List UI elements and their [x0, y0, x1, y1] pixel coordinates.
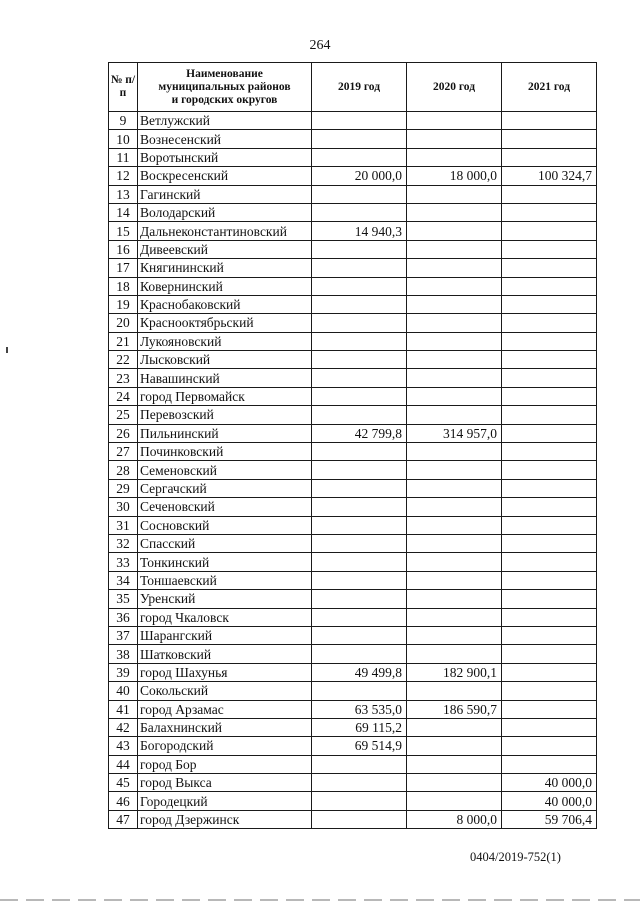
table-row [109, 314, 597, 332]
value-2020-cell [407, 774, 502, 792]
value-2019-cell [312, 774, 407, 792]
value-2021-cell [502, 571, 597, 589]
header-2019: 2019 год [312, 63, 407, 112]
value-2021-cell [502, 516, 597, 534]
value-2020-cell [407, 277, 502, 295]
municipality-name-cell: Сокольский [138, 682, 312, 700]
municipal-budget-table [108, 62, 597, 829]
municipality-name-cell: Лысковский [138, 351, 312, 369]
row-number-cell: 21 [109, 332, 138, 350]
value-2019-cell [312, 314, 407, 332]
municipality-name-cell: Вознесенский [138, 130, 312, 148]
row-number-cell: 12 [109, 167, 138, 185]
table-row [109, 626, 597, 644]
table-row [109, 792, 597, 810]
row-number-cell: 17 [109, 259, 138, 277]
table-row [109, 553, 597, 571]
value-2020-cell [407, 443, 502, 461]
municipality-name-cell: Лукояновский [138, 332, 312, 350]
municipality-name-cell: Краснобаковский [138, 295, 312, 313]
table-row [109, 534, 597, 552]
municipality-name-cell: Балахнинский [138, 718, 312, 736]
value-2021-cell: 40 000,0 [502, 792, 597, 810]
row-number-cell: 25 [109, 406, 138, 424]
value-2021-cell [502, 369, 597, 387]
municipality-name-cell: Починковский [138, 443, 312, 461]
header-num: № п/п [109, 63, 138, 112]
value-2019-cell [312, 332, 407, 350]
value-2021-cell [502, 608, 597, 626]
row-number-cell: 47 [109, 810, 138, 828]
value-2019-cell [312, 369, 407, 387]
row-number-cell: 15 [109, 222, 138, 240]
value-2019-cell [312, 130, 407, 148]
municipality-name-cell: Ковернинский [138, 277, 312, 295]
header-2021: 2021 год [502, 63, 597, 112]
table-row [109, 700, 597, 718]
value-2019-cell [312, 148, 407, 166]
value-2021-cell [502, 663, 597, 681]
scan-edge [0, 899, 640, 901]
table-row [109, 645, 597, 663]
value-2020-cell [407, 498, 502, 516]
value-2021-cell [502, 424, 597, 442]
value-2019-cell [312, 516, 407, 534]
document-code: 0404/2019-752(1) [470, 850, 561, 864]
table-row [109, 295, 597, 313]
municipality-name-cell: Воротынский [138, 148, 312, 166]
value-2021-cell [502, 737, 597, 755]
municipality-name-cell: Богородский [138, 737, 312, 755]
value-2021-cell [502, 314, 597, 332]
row-number-cell: 33 [109, 553, 138, 571]
row-number-cell: 23 [109, 369, 138, 387]
value-2021-cell [502, 479, 597, 497]
value-2020-cell [407, 461, 502, 479]
table-row [109, 571, 597, 589]
value-2020-cell: 8 000,0 [407, 810, 502, 828]
value-2020-cell [407, 295, 502, 313]
row-number-cell: 11 [109, 148, 138, 166]
value-2020-cell [407, 571, 502, 589]
value-2021-cell [502, 240, 597, 258]
table-row [109, 148, 597, 166]
table-row [109, 424, 597, 442]
value-2021-cell: 100 324,7 [502, 167, 597, 185]
table-row [109, 810, 597, 828]
value-2020-cell [407, 351, 502, 369]
row-number-cell: 45 [109, 774, 138, 792]
value-2019-cell [312, 571, 407, 589]
row-number-cell: 38 [109, 645, 138, 663]
value-2019-cell [312, 443, 407, 461]
table-row [109, 185, 597, 203]
value-2021-cell [502, 626, 597, 644]
value-2020-cell: 182 900,1 [407, 663, 502, 681]
table-row [109, 498, 597, 516]
value-2021-cell [502, 148, 597, 166]
value-2019-cell: 63 535,0 [312, 700, 407, 718]
row-number-cell: 37 [109, 626, 138, 644]
value-2021-cell [502, 645, 597, 663]
table-header-row [109, 63, 597, 112]
table-row [109, 516, 597, 534]
row-number-cell: 43 [109, 737, 138, 755]
row-number-cell: 28 [109, 461, 138, 479]
value-2020-cell [407, 626, 502, 644]
value-2019-cell [312, 810, 407, 828]
municipality-name-cell: город Дзержинск [138, 810, 312, 828]
value-2019-cell [312, 534, 407, 552]
municipality-name-cell: Сергачский [138, 479, 312, 497]
municipality-name-cell: Гагинский [138, 185, 312, 203]
value-2021-cell [502, 718, 597, 736]
value-2021-cell [502, 351, 597, 369]
row-number-cell: 27 [109, 443, 138, 461]
value-2020-cell [407, 314, 502, 332]
municipality-name-cell: Шатковский [138, 645, 312, 663]
value-2020-cell [407, 222, 502, 240]
municipality-name-cell: Перевозский [138, 406, 312, 424]
value-2019-cell [312, 498, 407, 516]
value-2020-cell: 314 957,0 [407, 424, 502, 442]
value-2019-cell [312, 277, 407, 295]
value-2019-cell [312, 185, 407, 203]
value-2019-cell: 49 499,8 [312, 663, 407, 681]
table-row [109, 332, 597, 350]
value-2020-cell: 18 000,0 [407, 167, 502, 185]
value-2020-cell [407, 130, 502, 148]
table-row [109, 277, 597, 295]
table-row [109, 608, 597, 626]
value-2019-cell [312, 682, 407, 700]
table-row [109, 718, 597, 736]
municipality-name-cell: Пильнинский [138, 424, 312, 442]
table-row [109, 130, 597, 148]
value-2020-cell [407, 553, 502, 571]
row-number-cell: 30 [109, 498, 138, 516]
value-2019-cell [312, 755, 407, 773]
header-2020: 2020 год [407, 63, 502, 112]
municipality-name-cell: Уренский [138, 590, 312, 608]
row-number-cell: 13 [109, 185, 138, 203]
table-row [109, 479, 597, 497]
table-row [109, 112, 597, 130]
value-2020-cell [407, 682, 502, 700]
municipality-name-cell: Тонкинский [138, 553, 312, 571]
value-2019-cell [312, 259, 407, 277]
value-2021-cell [502, 461, 597, 479]
value-2020-cell [407, 516, 502, 534]
value-2019-cell: 69 514,9 [312, 737, 407, 755]
table-row [109, 406, 597, 424]
value-2019-cell [312, 590, 407, 608]
municipality-name-cell: город Чкаловск [138, 608, 312, 626]
value-2020-cell [407, 112, 502, 130]
municipality-name-cell: Сеченовский [138, 498, 312, 516]
municipality-name-cell: город Первомайск [138, 387, 312, 405]
municipality-name-cell: Краснооктябрьский [138, 314, 312, 332]
value-2019-cell [312, 461, 407, 479]
value-2021-cell: 40 000,0 [502, 774, 597, 792]
row-number-cell: 35 [109, 590, 138, 608]
value-2020-cell [407, 406, 502, 424]
row-number-cell: 41 [109, 700, 138, 718]
value-2020-cell [407, 645, 502, 663]
value-2021-cell [502, 443, 597, 461]
value-2020-cell [407, 479, 502, 497]
value-2020-cell [407, 332, 502, 350]
row-number-cell: 16 [109, 240, 138, 258]
value-2019-cell: 14 940,3 [312, 222, 407, 240]
value-2021-cell [502, 185, 597, 203]
municipality-name-cell: Тоншаевский [138, 571, 312, 589]
value-2019-cell [312, 406, 407, 424]
value-2020-cell [407, 387, 502, 405]
value-2019-cell [312, 351, 407, 369]
municipality-name-cell: город Шахунья [138, 663, 312, 681]
scan-mark [6, 347, 8, 353]
value-2019-cell [312, 608, 407, 626]
row-number-cell: 19 [109, 295, 138, 313]
municipality-name-cell: Навашинский [138, 369, 312, 387]
row-number-cell: 44 [109, 755, 138, 773]
value-2020-cell [407, 608, 502, 626]
value-2020-cell [407, 203, 502, 221]
municipality-name-cell: город Бор [138, 755, 312, 773]
table-row [109, 663, 597, 681]
value-2021-cell [502, 534, 597, 552]
municipality-name-cell: город Арзамас [138, 700, 312, 718]
value-2019-cell [312, 479, 407, 497]
value-2019-cell [312, 112, 407, 130]
row-number-cell: 39 [109, 663, 138, 681]
value-2019-cell [312, 553, 407, 571]
value-2020-cell [407, 240, 502, 258]
row-number-cell: 34 [109, 571, 138, 589]
row-number-cell: 32 [109, 534, 138, 552]
value-2021-cell [502, 203, 597, 221]
value-2021-cell [502, 277, 597, 295]
table-row [109, 203, 597, 221]
municipality-name-cell: Воскресенский [138, 167, 312, 185]
value-2019-cell [312, 645, 407, 663]
value-2019-cell [312, 626, 407, 644]
value-2021-cell [502, 755, 597, 773]
value-2021-cell: 59 706,4 [502, 810, 597, 828]
value-2019-cell [312, 203, 407, 221]
value-2021-cell [502, 222, 597, 240]
municipality-name-cell: Володарский [138, 203, 312, 221]
value-2020-cell: 186 590,7 [407, 700, 502, 718]
value-2020-cell [407, 148, 502, 166]
row-number-cell: 42 [109, 718, 138, 736]
table-row [109, 755, 597, 773]
value-2021-cell [502, 387, 597, 405]
municipality-name-cell: Княгининский [138, 259, 312, 277]
row-number-cell: 31 [109, 516, 138, 534]
value-2020-cell [407, 755, 502, 773]
municipality-name-cell: Городецкий [138, 792, 312, 810]
value-2021-cell [502, 295, 597, 313]
value-2021-cell [502, 498, 597, 516]
value-2020-cell [407, 259, 502, 277]
value-2020-cell [407, 590, 502, 608]
value-2021-cell [502, 112, 597, 130]
value-2019-cell [312, 295, 407, 313]
table-row [109, 737, 597, 755]
value-2020-cell [407, 185, 502, 203]
table-row [109, 167, 597, 185]
municipality-name-cell: Сосновский [138, 516, 312, 534]
row-number-cell: 26 [109, 424, 138, 442]
municipality-name-cell: Спасский [138, 534, 312, 552]
value-2021-cell [502, 700, 597, 718]
value-2019-cell [312, 792, 407, 810]
value-2019-cell: 20 000,0 [312, 167, 407, 185]
row-number-cell: 18 [109, 277, 138, 295]
row-number-cell: 9 [109, 112, 138, 130]
row-number-cell: 24 [109, 387, 138, 405]
value-2020-cell [407, 718, 502, 736]
value-2019-cell: 42 799,8 [312, 424, 407, 442]
value-2021-cell [502, 682, 597, 700]
table-row [109, 461, 597, 479]
municipality-name-cell: Семеновский [138, 461, 312, 479]
value-2019-cell [312, 240, 407, 258]
page-number: 264 [309, 38, 331, 53]
table-row [109, 240, 597, 258]
table-row [109, 222, 597, 240]
table-row [109, 443, 597, 461]
municipality-name-cell: Дальнеконстантиновский [138, 222, 312, 240]
table-row [109, 774, 597, 792]
row-number-cell: 10 [109, 130, 138, 148]
row-number-cell: 14 [109, 203, 138, 221]
value-2020-cell [407, 792, 502, 810]
value-2021-cell [502, 332, 597, 350]
table-row [109, 351, 597, 369]
value-2020-cell [407, 534, 502, 552]
value-2021-cell [502, 406, 597, 424]
municipality-name-cell: город Выкса [138, 774, 312, 792]
row-number-cell: 40 [109, 682, 138, 700]
value-2019-cell: 69 115,2 [312, 718, 407, 736]
value-2021-cell [502, 259, 597, 277]
municipality-name-cell: Дивеевский [138, 240, 312, 258]
value-2020-cell [407, 737, 502, 755]
municipality-name-cell: Шарангский [138, 626, 312, 644]
row-number-cell: 29 [109, 479, 138, 497]
value-2021-cell [502, 130, 597, 148]
value-2021-cell [502, 590, 597, 608]
value-2019-cell [312, 387, 407, 405]
row-number-cell: 36 [109, 608, 138, 626]
value-2021-cell [502, 553, 597, 571]
table-row [109, 682, 597, 700]
table-row [109, 369, 597, 387]
table-row [109, 259, 597, 277]
table-row [109, 387, 597, 405]
value-2020-cell [407, 369, 502, 387]
table-row [109, 590, 597, 608]
header-name: Наименование муниципальных районов и городских округов [138, 63, 312, 112]
row-number-cell: 46 [109, 792, 138, 810]
row-number-cell: 20 [109, 314, 138, 332]
row-number-cell: 22 [109, 351, 138, 369]
municipality-name-cell: Ветлужский [138, 112, 312, 130]
